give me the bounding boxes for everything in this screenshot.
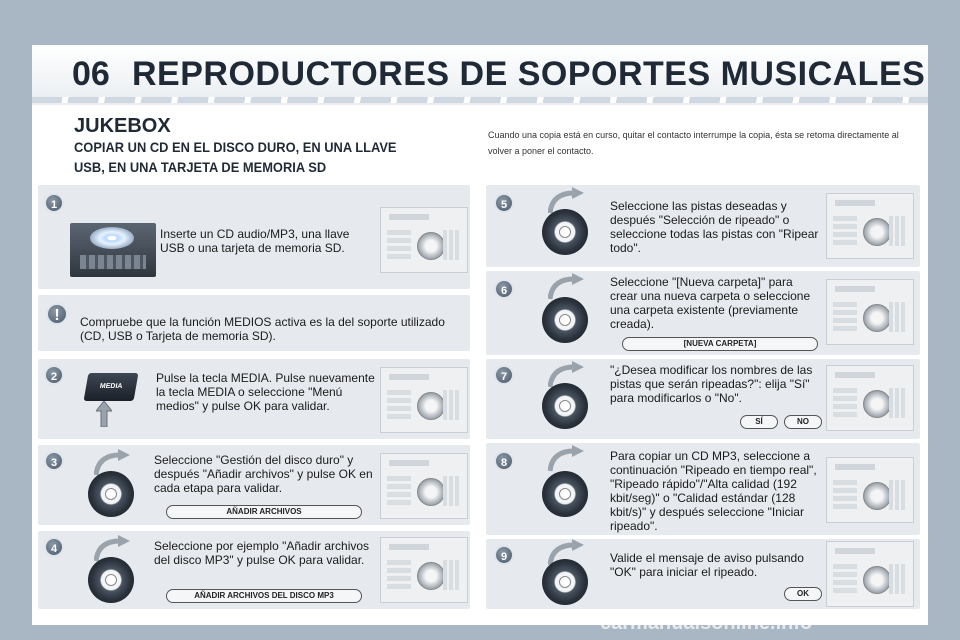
step-7-panel bbox=[486, 359, 920, 439]
step-1-text: Inserte un CD audio/MP3, una llave USB o una tarjeta de memoria SD. bbox=[160, 227, 350, 255]
control-dial-icon bbox=[542, 209, 588, 255]
media-key-icon: MEDIA bbox=[84, 373, 139, 401]
no-button[interactable]: NO bbox=[784, 415, 822, 429]
manual-page bbox=[32, 45, 928, 625]
page-header bbox=[32, 45, 928, 105]
add-files-button[interactable]: AÑADIR ARCHIVOS bbox=[166, 505, 362, 519]
copy-note: Cuando una copia está en curso, quitar el contacto interrumpe la copia, ésta se retoma directamente al volver a poner el contacto. bbox=[488, 130, 899, 156]
page-number: 253 bbox=[900, 612, 927, 629]
step-3-panel bbox=[38, 445, 470, 525]
warning-text: Compruebe que la función MEDIOS activa es la del soporte utilizado (CD, USB o Tarjeta de memoria SD). bbox=[80, 315, 445, 343]
yes-button[interactable]: SÍ bbox=[740, 415, 778, 429]
cd-slot-photo bbox=[70, 223, 156, 277]
step-4-panel bbox=[38, 531, 470, 609]
control-dial-icon bbox=[542, 297, 588, 343]
step-6-text: Seleccione "[Nueva carpeta]" para crear una nueva carpeta o seleccione una carpeta existente (previamente creada). bbox=[610, 275, 811, 331]
chapter-number: 06 bbox=[72, 55, 110, 93]
control-dial-icon bbox=[88, 557, 134, 603]
radio-unit-icon bbox=[380, 207, 468, 273]
step-4-text: Seleccione por ejemplo "Añadir archivos del disco MP3" y pulse OK para validar. bbox=[154, 539, 370, 567]
step-5-panel bbox=[486, 185, 920, 267]
step-9-badge: 9 bbox=[494, 545, 514, 565]
radio-unit-icon bbox=[826, 541, 914, 607]
step-6-badge: 6 bbox=[494, 279, 514, 299]
warning-panel bbox=[38, 295, 470, 351]
step-9-text: Valide el mensaje de aviso pulsando "OK" para iniciar el ripeado. bbox=[610, 551, 804, 579]
section-heading: JUKEBOX bbox=[74, 115, 171, 137]
radio-unit-icon bbox=[826, 365, 914, 431]
control-dial-icon bbox=[542, 471, 588, 517]
header-stripe bbox=[32, 97, 928, 103]
step-2-badge: 2 bbox=[44, 365, 64, 385]
step-7-text: "¿Desea modificar los nombres de las pistas que serán ripeadas?": elija "Sí" para modificarlos o "No". bbox=[610, 363, 813, 405]
step-5-text: Seleccione las pistas deseadas y después "Selección de ripeado" o seleccione todas las pistas con "Ripear todo". bbox=[610, 199, 819, 255]
step-6-panel bbox=[486, 271, 920, 355]
step-2-panel bbox=[38, 359, 470, 439]
step-3-text: Seleccione "Gestión del disco duro" y después "Añadir archivos" y pulse OK en cada etapa para validar. bbox=[154, 453, 373, 495]
control-dial-icon bbox=[542, 383, 588, 429]
step-8-badge: 8 bbox=[494, 451, 514, 471]
page-title: REPRODUCTORES DE SOPORTES MUSICALES bbox=[132, 55, 926, 93]
cd-disc-icon bbox=[90, 227, 134, 249]
radio-unit-icon bbox=[826, 193, 914, 259]
watermark: carmanualsonline.info bbox=[600, 612, 813, 634]
control-dial-icon bbox=[542, 559, 588, 605]
radio-unit-icon bbox=[380, 453, 468, 519]
warning-icon: ! bbox=[46, 303, 68, 325]
step-1-badge: 1 bbox=[44, 193, 64, 213]
step-7-badge: 7 bbox=[494, 365, 514, 385]
step-2-text: Pulse la tecla MEDIA. Pulse nuevamente la tecla MEDIA o seleccione "Menú medios" y pulse OK para validar. bbox=[156, 371, 375, 413]
step-8-text: Para copiar un CD MP3, seleccione a continuación "Ripeado en tiempo real", "Ripeado rápido"/"Alta calidad (192 kbit/seg)" o "Calidad estándar (128 kbit/s)" y después seleccione "Iniciar ripeado". bbox=[610, 449, 817, 533]
new-folder-button[interactable]: [NUEVA CARPETA] bbox=[622, 337, 818, 351]
step-4-badge: 4 bbox=[44, 537, 64, 557]
section-subtitle: COPIAR UN CD EN EL DISCO DURO, EN UNA LLAVE USB, EN UNA TARJETA DE MEMORIA SD bbox=[74, 139, 397, 175]
radio-unit-icon bbox=[380, 367, 468, 433]
add-mp3-files-button[interactable]: AÑADIR ARCHIVOS DEL DISCO MP3 bbox=[166, 589, 362, 603]
step-5-badge: 5 bbox=[494, 193, 514, 213]
radio-keys-photo bbox=[80, 255, 146, 269]
radio-unit-icon bbox=[826, 279, 914, 345]
control-dial-icon bbox=[88, 471, 134, 517]
step-9-panel bbox=[486, 539, 920, 609]
rotate-arrow-icon bbox=[548, 445, 584, 473]
radio-unit-icon bbox=[380, 537, 468, 603]
radio-unit-icon bbox=[826, 457, 914, 523]
press-arrow-icon bbox=[96, 401, 112, 427]
step-1-panel bbox=[38, 185, 470, 289]
step-3-badge: 3 bbox=[44, 451, 64, 471]
ok-button[interactable]: OK bbox=[784, 587, 822, 601]
step-8-panel bbox=[486, 443, 920, 535]
